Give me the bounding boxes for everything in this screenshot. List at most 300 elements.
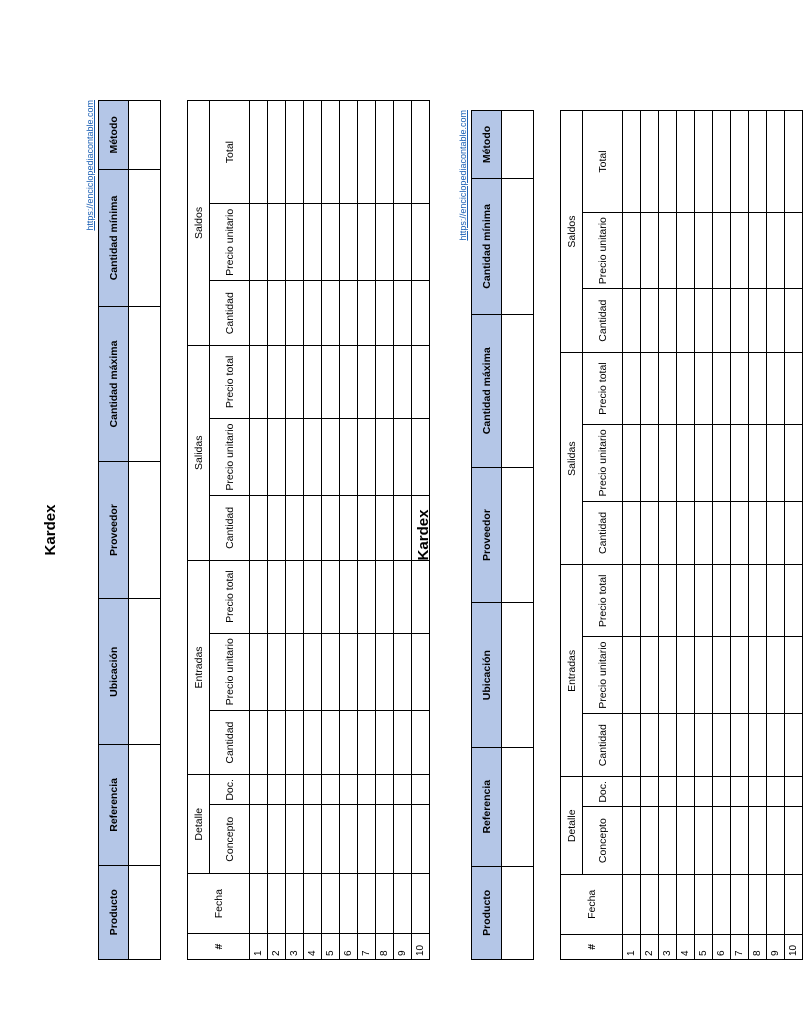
table-cell[interactable] [623,807,641,875]
entradas-header: Entradas [188,560,210,775]
table-cell[interactable] [268,496,286,560]
entradas-header: Entradas [561,565,583,777]
table-cell[interactable] [286,633,304,710]
table-cell[interactable] [695,777,713,807]
table-cell[interactable] [250,560,268,633]
table-cell[interactable] [376,560,394,633]
table-cell[interactable] [268,775,286,805]
table-cell[interactable] [641,289,659,353]
table-cell[interactable] [304,418,322,495]
concepto-header: Concepto [583,807,623,875]
table-cell[interactable] [695,501,713,565]
table-cell[interactable] [340,418,358,495]
table-cell[interactable] [677,777,695,807]
table-cell[interactable] [731,289,749,353]
table-cell[interactable] [394,418,412,495]
producto-cell[interactable] [129,865,161,959]
table-cell[interactable] [268,560,286,633]
product-info-table [98,100,161,960]
saldos-total-header: Total [583,111,623,213]
table-cell[interactable] [268,101,286,204]
table-cell[interactable] [749,565,767,637]
doc-header: Doc. [583,777,623,807]
table-cell[interactable] [785,212,803,288]
table-cell[interactable] [358,281,376,345]
row-number: 2 [641,934,659,959]
proveedor-header: Proveedor [99,461,129,598]
table-cell[interactable] [785,111,803,213]
table-row [659,111,677,960]
table-cell[interactable] [713,777,731,807]
entradas-precio-total-header: Precio total [210,560,250,633]
table-cell[interactable] [785,353,803,425]
cantidad-minima-cell[interactable] [129,169,161,306]
table-cell[interactable] [304,775,322,805]
table-cell[interactable] [376,805,394,874]
table-cell[interactable] [322,345,340,418]
table-cell[interactable] [376,710,394,774]
ubicacion-cell[interactable] [129,599,161,745]
table-cell[interactable] [731,565,749,637]
table-cell[interactable] [677,713,695,777]
kardex-movements-table [187,100,430,960]
row-number: 8 [749,934,767,959]
table-cell[interactable] [304,281,322,345]
table-cell[interactable] [623,353,641,425]
table-cell[interactable] [304,633,322,710]
row-number: 8 [376,934,394,960]
table-cell[interactable] [677,289,695,353]
table-cell[interactable] [713,875,731,934]
table-cell[interactable] [623,565,641,637]
source-link[interactable]: https://enciclopediacontable.com [458,110,468,241]
table-cell[interactable] [376,418,394,495]
table-cell[interactable] [358,710,376,774]
table-cell[interactable] [767,501,785,565]
table-cell[interactable] [623,111,641,213]
table-cell[interactable] [340,805,358,874]
table-cell[interactable] [623,637,641,713]
table-cell[interactable] [659,353,677,425]
table-cell[interactable] [322,496,340,560]
table-cell[interactable] [731,875,749,934]
row-number: 3 [659,934,677,959]
referencia-header: Referencia [472,747,502,866]
table-cell[interactable] [767,565,785,637]
row-number: 6 [340,934,358,960]
table-cell[interactable] [250,204,268,281]
table-cell[interactable] [641,111,659,213]
table-cell[interactable] [340,874,358,934]
table-cell[interactable] [286,710,304,774]
row-number: 2 [268,934,286,960]
table-cell[interactable] [695,807,713,875]
table-cell[interactable] [322,418,340,495]
ubicacion-cell[interactable] [502,603,534,747]
cantidad-maxima-cell[interactable] [129,307,161,462]
table-cell[interactable] [677,111,695,213]
table-cell[interactable] [641,565,659,637]
table-cell[interactable] [376,101,394,204]
metodo-header: Método [472,111,502,179]
table-cell[interactable] [749,501,767,565]
proveedor-cell[interactable] [502,467,534,603]
table-cell[interactable] [695,425,713,501]
table-cell[interactable] [767,777,785,807]
table-cell[interactable] [767,289,785,353]
table-cell[interactable] [659,875,677,934]
table-cell[interactable] [731,212,749,288]
table-row [304,101,322,960]
table-cell[interactable] [623,713,641,777]
saldos-cantidad-header: Cantidad [583,289,623,353]
producto-cell[interactable] [502,866,534,959]
table-cell[interactable] [731,425,749,501]
table-cell[interactable] [358,874,376,934]
table-cell[interactable] [641,425,659,501]
table-cell[interactable] [358,775,376,805]
table-cell[interactable] [641,875,659,934]
table-cell[interactable] [731,111,749,213]
table-cell[interactable] [677,807,695,875]
table-cell[interactable] [286,496,304,560]
table-cell[interactable] [641,637,659,713]
table-cell[interactable] [340,204,358,281]
table-cell[interactable] [767,637,785,713]
table-cell[interactable] [394,633,412,710]
table-cell[interactable] [376,496,394,560]
table-cell[interactable] [677,425,695,501]
table-cell[interactable] [767,353,785,425]
table-cell[interactable] [641,807,659,875]
table-cell[interactable] [641,353,659,425]
table-cell[interactable] [304,345,322,418]
table-row [641,111,659,960]
table-cell[interactable] [340,345,358,418]
table-cell[interactable] [376,775,394,805]
table-row [623,111,641,960]
kardex-title: Kardex [42,504,59,556]
num-header: # [561,934,623,959]
table-cell[interactable] [340,710,358,774]
table-cell[interactable] [713,713,731,777]
kardex-rows [623,111,803,960]
table-cell[interactable] [767,713,785,777]
row-number: 7 [731,934,749,959]
table-cell[interactable] [659,713,677,777]
table-cell[interactable] [340,101,358,204]
table-cell[interactable] [250,633,268,710]
table-cell[interactable] [250,345,268,418]
table-cell[interactable] [659,111,677,213]
table-cell[interactable] [286,101,304,204]
concepto-header: Concepto [210,805,250,874]
table-cell[interactable] [659,777,677,807]
table-cell[interactable] [677,212,695,288]
table-cell[interactable] [394,204,412,281]
table-cell[interactable] [304,496,322,560]
table-cell[interactable] [394,710,412,774]
table-cell[interactable] [286,805,304,874]
table-cell[interactable] [677,565,695,637]
table-cell[interactable] [250,281,268,345]
table-cell[interactable] [394,805,412,874]
table-cell[interactable] [623,289,641,353]
table-cell[interactable] [304,805,322,874]
table-cell[interactable] [695,875,713,934]
table-cell[interactable] [268,710,286,774]
table-cell[interactable] [623,501,641,565]
table-cell[interactable] [731,637,749,713]
table-cell[interactable] [623,875,641,934]
table-cell[interactable] [713,637,731,713]
table-cell[interactable] [376,874,394,934]
table-cell[interactable] [659,289,677,353]
table-cell[interactable] [695,289,713,353]
table-cell[interactable] [340,775,358,805]
table-cell[interactable] [358,805,376,874]
entradas-cantidad-header: Cantidad [210,710,250,774]
table-cell[interactable] [641,777,659,807]
table-cell[interactable] [767,875,785,934]
table-cell[interactable] [749,713,767,777]
salidas-precio-unitario-header: Precio unitario [583,425,623,501]
fecha-header: Fecha [561,875,623,934]
table-cell[interactable] [394,496,412,560]
table-row [322,101,340,960]
row-number: 9 [394,934,412,960]
table-cell[interactable] [394,775,412,805]
saldos-total-header: Total [210,101,250,204]
table-cell[interactable] [376,281,394,345]
table-cell[interactable] [268,418,286,495]
table-cell[interactable] [767,212,785,288]
table-cell[interactable] [358,496,376,560]
table-cell[interactable] [731,713,749,777]
table-cell[interactable] [268,874,286,934]
table-cell[interactable] [304,560,322,633]
table-cell[interactable] [322,775,340,805]
entradas-precio-total-header: Precio total [583,565,623,637]
table-cell[interactable] [322,101,340,204]
source-link[interactable]: https://enciclopediacontable.com [85,100,95,231]
table-cell[interactable] [785,565,803,637]
table-cell[interactable] [713,111,731,213]
table-cell[interactable] [623,212,641,288]
table-cell[interactable] [322,805,340,874]
table-cell[interactable] [713,289,731,353]
table-cell[interactable] [695,637,713,713]
proveedor-header: Proveedor [472,467,502,603]
table-cell[interactable] [250,101,268,204]
table-cell[interactable] [340,560,358,633]
table-cell[interactable] [358,101,376,204]
table-cell[interactable] [358,345,376,418]
table-row [376,101,394,960]
table-cell[interactable] [623,777,641,807]
table-cell[interactable] [340,633,358,710]
table-cell[interactable] [268,633,286,710]
table-cell[interactable] [695,565,713,637]
table-cell[interactable] [677,501,695,565]
cantidad-minima-cell[interactable] [502,178,534,314]
table-cell[interactable] [785,425,803,501]
table-cell[interactable] [767,807,785,875]
table-cell[interactable] [358,418,376,495]
table-cell[interactable] [304,710,322,774]
table-cell[interactable] [268,281,286,345]
table-cell[interactable] [394,281,412,345]
table-cell[interactable] [322,560,340,633]
saldos-precio-unitario-header: Precio unitario [583,212,623,288]
table-cell[interactable] [394,560,412,633]
table-cell[interactable] [286,281,304,345]
table-cell[interactable] [304,101,322,204]
table-cell[interactable] [286,775,304,805]
table-cell[interactable] [322,281,340,345]
table-cell[interactable] [268,204,286,281]
table-cell[interactable] [713,212,731,288]
table-cell[interactable] [785,637,803,713]
ubicacion-header: Ubicación [472,603,502,747]
table-cell[interactable] [286,874,304,934]
table-cell[interactable] [304,204,322,281]
table-cell[interactable] [286,418,304,495]
table-cell[interactable] [731,501,749,565]
table-cell[interactable] [641,713,659,777]
table-cell[interactable] [623,425,641,501]
table-cell[interactable] [286,204,304,281]
table-cell[interactable] [749,777,767,807]
table-cell[interactable] [749,353,767,425]
table-cell[interactable] [731,777,749,807]
salidas-header: Salidas [561,353,583,565]
referencia-cell[interactable] [502,747,534,866]
table-cell[interactable] [695,353,713,425]
table-cell[interactable] [749,212,767,288]
metodo-cell[interactable] [129,101,161,170]
table-cell[interactable] [749,875,767,934]
table-cell[interactable] [659,807,677,875]
table-cell[interactable] [731,807,749,875]
table-cell[interactable] [358,204,376,281]
table-cell[interactable] [376,633,394,710]
referencia-cell[interactable] [129,745,161,865]
table-cell[interactable] [749,111,767,213]
row-number: 4 [304,934,322,960]
table-cell[interactable] [677,875,695,934]
table-cell[interactable] [394,101,412,204]
table-cell[interactable] [250,710,268,774]
table-cell[interactable] [713,353,731,425]
cantidad-minima-header: Cantidad mínima [472,178,502,314]
table-cell[interactable] [749,637,767,713]
table-cell[interactable] [713,501,731,565]
table-cell[interactable] [322,710,340,774]
table-cell[interactable] [394,874,412,934]
table-cell[interactable] [695,713,713,777]
table-cell[interactable] [749,425,767,501]
table-cell[interactable] [659,425,677,501]
table-cell[interactable] [340,281,358,345]
fecha-header: Fecha [188,874,250,934]
table-cell[interactable] [785,713,803,777]
table-cell[interactable] [713,425,731,501]
referencia-header: Referencia [99,745,129,865]
table-cell[interactable] [677,353,695,425]
table-cell[interactable] [767,425,785,501]
producto-header: Producto [472,866,502,959]
kardex-title: Kardex [415,509,432,561]
table-cell[interactable] [394,345,412,418]
table-cell[interactable] [659,637,677,713]
metodo-cell[interactable] [502,111,534,179]
row-number: 1 [623,934,641,959]
table-cell[interactable] [641,212,659,288]
table-cell[interactable] [641,501,659,565]
table-cell[interactable] [749,807,767,875]
cantidad-maxima-cell[interactable] [502,314,534,467]
table-cell[interactable] [785,501,803,565]
table-cell[interactable] [358,560,376,633]
table-row [767,111,785,960]
table-row [695,111,713,960]
table-cell[interactable] [322,633,340,710]
table-cell[interactable] [250,874,268,934]
row-number: 10 [412,934,430,960]
table-cell[interactable] [749,289,767,353]
table-cell[interactable] [659,501,677,565]
table-cell[interactable] [376,204,394,281]
table-cell[interactable] [677,637,695,713]
table-cell[interactable] [286,560,304,633]
proveedor-cell[interactable] [129,461,161,598]
table-cell[interactable] [785,875,803,934]
table-cell[interactable] [659,212,677,288]
row-number: 6 [713,934,731,959]
saldos-header: Saldos [188,101,210,346]
saldos-header: Saldos [561,111,583,353]
table-cell[interactable] [358,633,376,710]
kardex-rows [250,101,430,960]
table-cell[interactable] [268,805,286,874]
product-info-table [471,110,534,960]
table-cell[interactable] [286,345,304,418]
table-cell[interactable] [713,807,731,875]
table-cell[interactable] [767,111,785,213]
table-cell[interactable] [340,496,358,560]
table-cell[interactable] [376,345,394,418]
table-cell[interactable] [250,418,268,495]
table-cell[interactable] [695,111,713,213]
table-cell[interactable] [304,874,322,934]
table-cell[interactable] [250,496,268,560]
table-cell[interactable] [785,289,803,353]
table-cell[interactable] [322,874,340,934]
table-cell[interactable] [731,353,749,425]
table-cell[interactable] [268,345,286,418]
table-cell[interactable] [659,565,677,637]
table-cell[interactable] [250,805,268,874]
row-number: 5 [695,934,713,959]
table-cell[interactable] [322,204,340,281]
table-cell[interactable] [785,807,803,875]
row-number: 5 [322,934,340,960]
table-cell[interactable] [785,777,803,807]
table-cell[interactable] [695,212,713,288]
table-cell[interactable] [250,775,268,805]
table-cell[interactable] [713,565,731,637]
